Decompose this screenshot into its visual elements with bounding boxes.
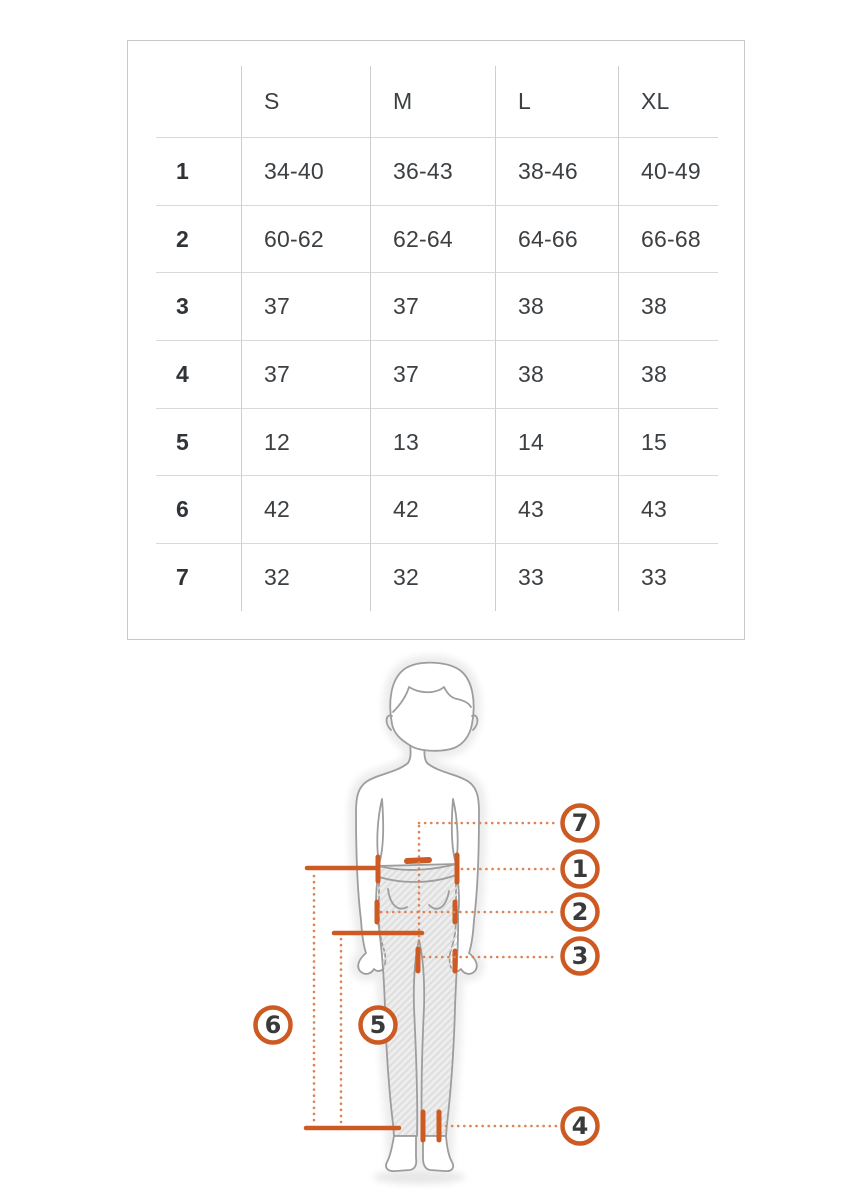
row-label: 3 [156, 272, 241, 340]
measurement-diagram [0, 640, 853, 1200]
table-cell: 37 [241, 340, 370, 408]
table-cell: 37 [370, 340, 495, 408]
svg-text:1: 1 [571, 855, 589, 883]
table-cell: 38-46 [495, 137, 618, 205]
table-cell: 66-68 [618, 205, 718, 273]
row-label: 5 [156, 408, 241, 476]
table-cell: 37 [241, 272, 370, 340]
row-label: 2 [156, 205, 241, 273]
column-header-l: L [495, 66, 618, 137]
table-cell: 42 [370, 475, 495, 543]
table-cell: 62-64 [370, 205, 495, 273]
marker-5 [361, 1008, 396, 1043]
size-chart-card [127, 40, 745, 640]
table-cell: 36-43 [370, 137, 495, 205]
row-label: 1 [156, 137, 241, 205]
table-cell: 38 [495, 340, 618, 408]
table-cell: 60-62 [241, 205, 370, 273]
marker-2 [563, 895, 598, 930]
table-cell: 32 [370, 543, 495, 611]
marker-6 [256, 1008, 291, 1043]
table-cell: 64-66 [495, 205, 618, 273]
column-header-m: M [370, 66, 495, 137]
svg-text:2: 2 [571, 898, 589, 926]
table-cell: 38 [618, 340, 718, 408]
table-cell: 32 [241, 543, 370, 611]
svg-text:5: 5 [369, 1011, 387, 1039]
table-cell: 33 [495, 543, 618, 611]
table-cell: 12 [241, 408, 370, 476]
table-corner-cell [156, 66, 241, 137]
table-cell: 15 [618, 408, 718, 476]
waistband-center-tick [407, 860, 429, 861]
column-header-xl: XL [618, 66, 718, 137]
svg-text:3: 3 [571, 942, 589, 970]
table-cell: 13 [370, 408, 495, 476]
figure-shadow [373, 1170, 465, 1184]
marker-7 [563, 806, 598, 841]
marker-1 [563, 852, 598, 887]
table-cell: 38 [618, 272, 718, 340]
table-cell: 40-49 [618, 137, 718, 205]
table-cell: 42 [241, 475, 370, 543]
table-cell: 38 [495, 272, 618, 340]
table-cell: 37 [370, 272, 495, 340]
table-cell: 14 [495, 408, 618, 476]
svg-text:7: 7 [571, 809, 589, 837]
size-chart-table [156, 66, 718, 611]
row-label: 4 [156, 340, 241, 408]
table-cell: 33 [618, 543, 718, 611]
body-figure [356, 663, 479, 1171]
row-label: 6 [156, 475, 241, 543]
row-label: 7 [156, 543, 241, 611]
marker-4 [563, 1109, 598, 1144]
table-cell: 43 [495, 475, 618, 543]
svg-text:4: 4 [571, 1112, 589, 1140]
table-cell: 34-40 [241, 137, 370, 205]
marker-3 [563, 939, 598, 974]
svg-text:6: 6 [264, 1011, 282, 1039]
column-header-s: S [241, 66, 370, 137]
table-cell: 43 [618, 475, 718, 543]
